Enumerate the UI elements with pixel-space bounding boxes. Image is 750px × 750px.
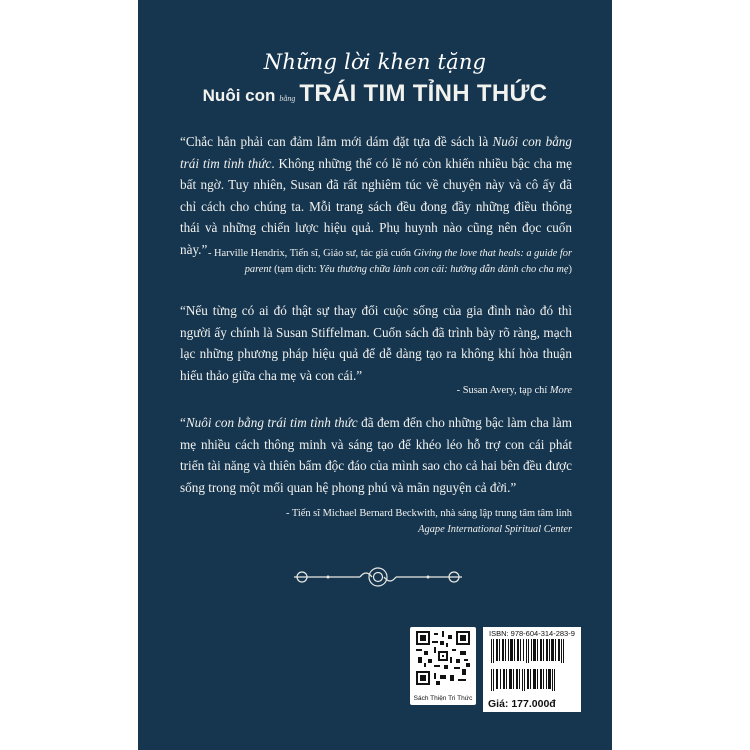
quote-1-attribution-run-3: Yêu thương chữa lành con cái: hướng dẫn dành cho cha mẹ	[319, 264, 569, 275]
quote-3-text-run-1: Nuôi con bằng trái tim tỉnh thức	[185, 415, 358, 430]
book-title-main: TRÁI TIM TỈNH THỨC	[299, 80, 548, 107]
price-label: Giá: 177.000đ	[488, 698, 556, 710]
quote-2-attribution-run-1: More	[549, 385, 572, 396]
isbn-label: ISBN: 978-604-314-283-9	[489, 629, 575, 638]
book-title-prefix: Nuôi con	[202, 86, 276, 105]
quote-1	[180, 131, 572, 260]
qr-code-panel	[410, 627, 476, 705]
ornament-divider-icon	[288, 564, 468, 590]
quote-1-text-run-0: “Chắc hẳn phải can đảm lắm mới dám đặt tựa đề sách là	[180, 134, 493, 149]
book-title	[138, 80, 612, 108]
praise-heading	[138, 50, 612, 108]
quote-2-attribution	[180, 383, 572, 399]
quote-1-attribution	[180, 246, 572, 278]
qr-caption: Sách Thiện Tri Thức	[413, 695, 473, 702]
quote-3	[180, 412, 572, 498]
barcode-panel	[483, 627, 581, 712]
quote-1-text-run-2: . Không những thế có lẽ nó còn khiến nhiều bậc cha mẹ bất ngờ. Tuy nhiên, Susan đã rất nghiêm túc về chuyện này và cô ấy đã chỉ cách cho chúng ta. Mỗi trang sách đều đong đầy những điều thông thái và những chiến lược hiệu quả. Phụ huynh nào cũng nên đọc cuốn này.”	[180, 155, 572, 257]
quote-2-attribution-run-0: - Susan Avery, tạp chí	[456, 385, 550, 396]
quote-1-attribution-run-4: )	[568, 264, 572, 275]
barcode-icon	[487, 639, 577, 697]
quote-2-text-run-0: “Nếu từng có ai đó thật sự thay đổi cuộc sống của gia đình nào đó thì người ấy chính là Susan Stiffelman. Cuốn sách đã trình bày rõ ràng, mạch lạc những phương pháp hiệu quả để dễ dàng tạo ra không khí hòa thuận hiếu thảo giữa cha mẹ và con cái.”	[180, 303, 572, 383]
quote-1-attribution-run-0: - Harville Hendrix, Tiến sĩ, Giáo sư, tác giả cuốn	[207, 248, 414, 259]
qr-code-icon	[416, 631, 470, 685]
back-cover	[138, 0, 612, 750]
praise-heading-script: Những lời khen tặng	[263, 50, 487, 74]
quote-3-text-run-2: đã đem đến cho những bậc làm cha làm mẹ nhiều cách thông minh và sáng tạo để khéo léo hỗ trợ con cái phát triển tài năng và thiên bẩm độc đáo của mình sao cho cả hai bên đều được sống trong một mối quan hệ phong phú và mãn nguyện cả đời.”	[180, 415, 572, 495]
quote-3-attribution-run-0: - Tiến sĩ Michael Bernard Beckwith, nhà sáng lập trung tâm tâm linh	[286, 508, 572, 519]
quote-3-attribution	[180, 506, 572, 538]
quote-1-attribution-run-1: Giving the love that heals: a guide for parent	[244, 248, 572, 275]
quote-3-attribution-run-1: Agape International Spiritual Center	[418, 524, 572, 535]
book-title-connector: bằng	[279, 94, 296, 103]
quote-3-text-run-0: “	[180, 415, 186, 430]
quote-1-text-run-1: Nuôi con bằng trái tim tỉnh thức	[180, 134, 572, 171]
quote-1-attribution-run-2: (tạm dịch:	[271, 264, 320, 275]
quote-2	[180, 300, 572, 386]
